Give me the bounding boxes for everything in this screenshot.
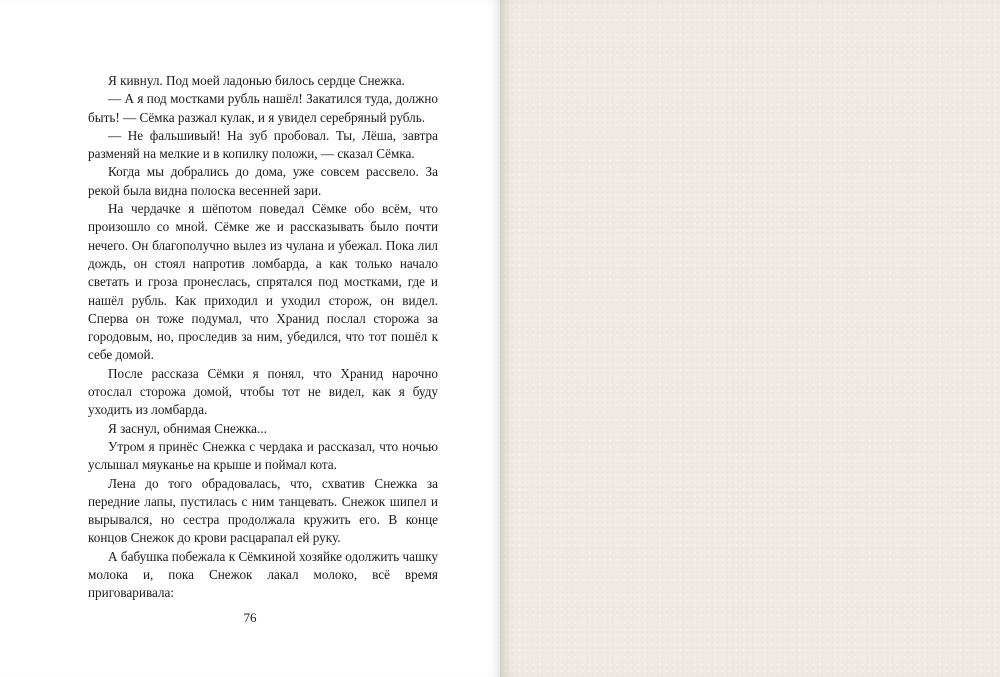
paragraph: А бабушка побежала к Сёмкиной хозяйке одолжить чашку молока и, пока Снежок лакал молоко, всё время приговаривала: <box>88 548 438 601</box>
page-number: 76 <box>243 610 257 625</box>
paragraph: Утром я принёс Снежка с чердака и рассказал, что ночью услышал мяуканье на крыше и поймал кота. <box>88 438 438 473</box>
paragraph: Лена до того обрадовалась, что, схватив Снежка за передние лапы, пустилась с ним танцевать. Снежок шипел и вырывался, но сестра продолжала кружить его. В конце концов Снежок до крови расцарапал ей руку. <box>88 475 438 546</box>
paragraph: — А я под мостками рубль нашёл! Закатился туда, должно быть! — Сёмка разжал кулак, и я увидел серебряный рубль. <box>88 91 438 125</box>
right-page <box>500 0 1000 677</box>
paragraph: — Не фальшивый! На зуб пробовал. Ты, Лёша, завтра разменяй на мелкие и в копилку положи, — сказал Сёмка. <box>88 127 438 162</box>
story-text <box>88 72 438 603</box>
paragraph: Когда мы добрались до дома, уже совсем рассвело. За рекой была видна полоска весенней зари. <box>88 164 438 198</box>
paragraph: После рассказа Сёмки я понял, что Хранид нарочно отослал сторожа домой, чтобы тот не видел, как я буду уходить из ломбарда. <box>88 365 438 418</box>
paragraph: Я заснул, обнимая Снежка... <box>108 420 267 436</box>
paragraph: На чердачке я шёпотом поведал Сёмке обо всём, что произошло со мной. Сёмке же и рассказывать было почти нечего. Он благополучно вылез из чулана и убежал. Пока лил дождь, он стоял напротив ломбарда, а как только начало светать и гроза пронеслась, спрятался под мостками, где и нашёл рубль. Как приходил и уходил сторож, он видел. Сперва он тоже подумал, что Хранид послал сторожа за городовым, но, проследив за ним, убедился, что тот пошёл к себе домой. <box>88 201 438 363</box>
paragraph: Я кивнул. Под моей ладонью билось сердце Снежка. <box>108 73 405 88</box>
